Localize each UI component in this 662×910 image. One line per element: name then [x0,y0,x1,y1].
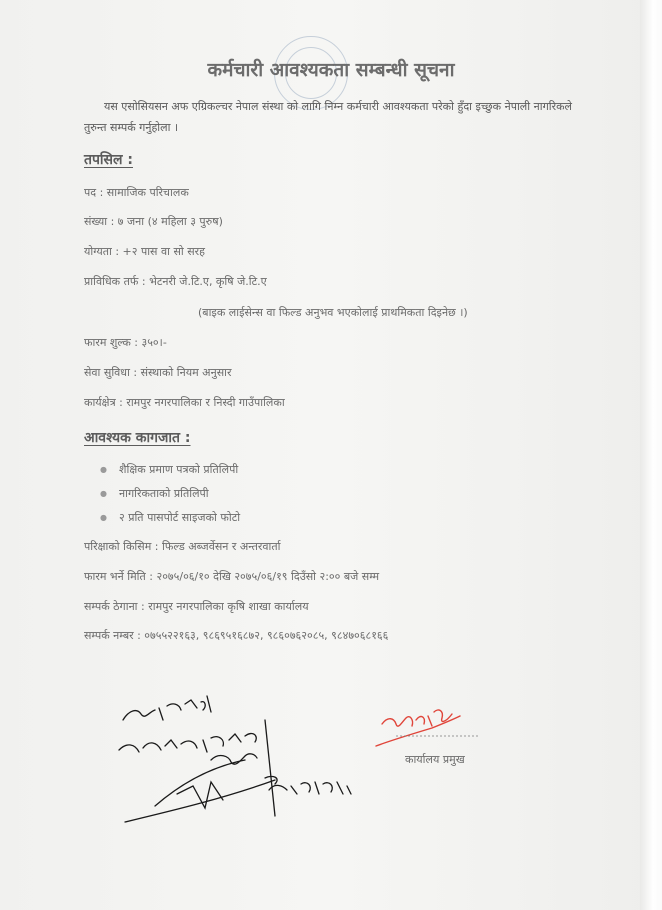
office-chief-label: कार्यालय प्रमुख [405,753,465,766]
count-line: संख्या : ७ जना (४ महिला ३ पुरुष) [84,215,223,228]
paper-edge [640,0,662,910]
document-item: ● नागरिकताको प्रतिलिपी [100,486,209,501]
document-item: ● शैक्षिक प्रमाण पत्रको प्रतिलिपी [100,462,238,477]
documents-heading: आवश्यक कागजात : [84,430,191,446]
area-line: कार्यक्षेत्र : रामपुर नगरपालिका र निस्दी गाउँपालिका [84,396,285,409]
intro-paragraph: यस एसोसियसन अफ एग्रिकल्चर नेपाल संस्था को लागि निम्न कर्मचारी आवश्यकता परेको हुँदा इच्छुक नेपाली नागरिकले तुरुन्त सम्पर्क गर्नुहोला । [84,100,573,134]
contact-number-line: सम्पर्क नम्बर : ०७५५२२१६३, ९८६९५१६८७२, ९८६०७६२०८५, ९८४७०६८१६६ [84,629,389,642]
form-date-line: फारम भर्ने मिति : २०७५/०६/१० देखि २०७५/०६/१९ दिउँसो २:०० बजे सम्म [84,570,380,583]
facility-line: सेवा सुविधा : संस्थाको नियम अनुसार [84,366,232,379]
handwritten-signature [115,690,375,840]
fee-line: फारम शुल्क : ३५०।- [84,336,167,349]
technical-note: (बाइक लाईसेन्स वा फिल्ड अनुभव भएकोलाई प्राथमिकता दिइनेछ ।) [198,306,468,319]
qualification-line: योग्यता : +२ पास वा सो सरह [84,245,205,258]
contact-address-line: सम्पर्क ठेगाना : रामपुर नगरपालिका कृषि शाखा कार्यालय [84,600,309,613]
document-item: ● २ प्रति पासपोर्ट साइजको फोटो [100,510,240,525]
technical-line: प्राविधिक तर्फ : भेटनरी जे.टि.ए, कृषि जे.टि.ए [84,275,267,288]
notice-title: कर्मचारी आवश्यकता सम्बन्धी सूचना [207,59,455,81]
exam-line: परिक्षाको किसिम : फिल्ड अब्जर्वेसन र अन्तरवार्ता [84,540,281,553]
details-heading: तपसिल : [84,152,133,168]
post-line: पद : सामाजिक परिचालक [84,186,189,199]
